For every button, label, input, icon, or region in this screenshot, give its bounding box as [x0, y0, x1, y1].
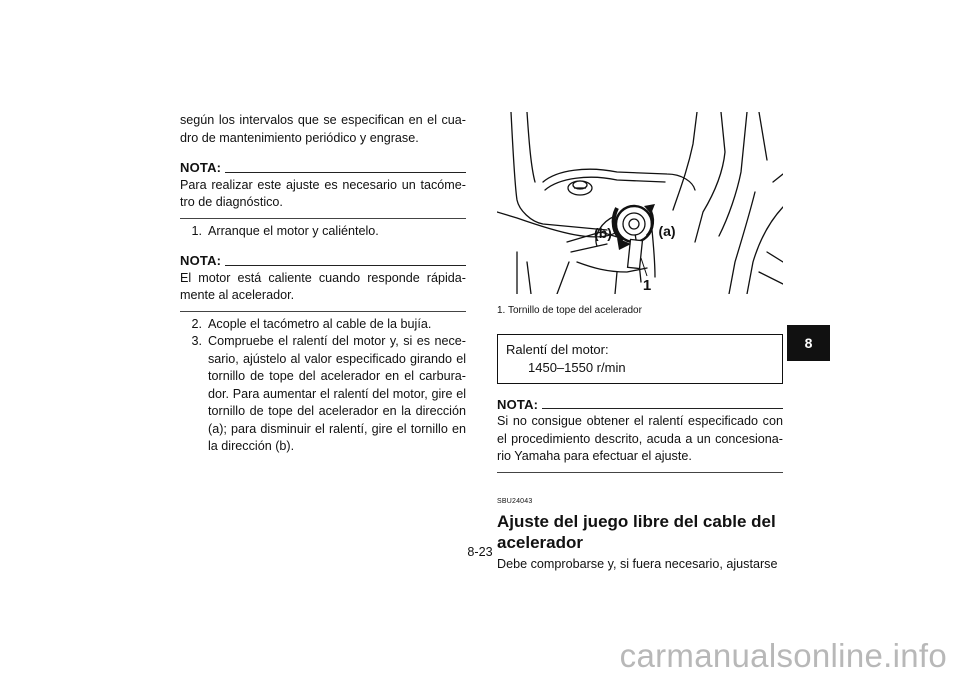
direction-a-label: (a)	[658, 223, 676, 239]
illustration-drawing	[497, 112, 783, 294]
nota-heading	[497, 396, 783, 414]
step-number: 2.	[191, 316, 202, 331]
nota-heading	[180, 252, 466, 270]
nota-text: Si no consigue obtener el ralentí especificado con el procedimiento descrito, acuda a un concesiona- rio Yamaha para efectuar el ajuste.	[497, 414, 783, 463]
nota-rule	[225, 172, 466, 173]
nota-label: NOTA:	[180, 160, 222, 175]
nota-end-rule	[180, 218, 466, 219]
step-text: Compruebe el ralentí del motor y, si es nece- sario, ajústelo al valor especificado girando el tornillo de tope del acelerador en el carbura- dor. Para aumentar el ralentí del motor, gire el tornillo de tope del acelerador en la dirección (a); para disminuir el ralentí, gire el tornillo en la dirección (b).	[208, 334, 466, 453]
page-number: 8-23	[467, 545, 493, 559]
step-number: 1.	[191, 223, 202, 238]
steps-list-2	[180, 316, 466, 456]
figure-caption: 1. Tornillo de tope del acelerador	[497, 305, 642, 316]
list-item	[180, 223, 466, 241]
section-paragraph: Debe comprobarse y, si fuera necesario, ajustarse	[497, 557, 778, 571]
nota-end-rule	[497, 472, 783, 473]
spec-label: Ralentí del motor:	[506, 341, 609, 357]
intro-paragraph: según los intervalos que se especifican en el cua- dro de mantenimiento periódico y engrase.	[180, 113, 466, 145]
left-column	[180, 112, 466, 456]
right-column	[497, 112, 783, 574]
list-item	[180, 333, 466, 456]
nota-label: NOTA:	[180, 253, 222, 268]
step-text: Arranque el motor y caliéntelo.	[208, 223, 379, 238]
nota-text: El motor está caliente cuando responde rápida- mente al acelerador.	[180, 270, 466, 302]
step-text: Acople el tacómetro al cable de la bujía.	[208, 316, 432, 331]
callout-1-label: 1	[642, 277, 652, 294]
section-code: SBU24043	[497, 497, 533, 505]
spec-value: 1450–1550 r/min	[528, 359, 626, 375]
nota-text: Para realizar este ajuste es necesario un tacóme- tro de diagnóstico.	[180, 177, 466, 209]
nota-heading	[180, 159, 466, 177]
nota-rule	[225, 265, 466, 266]
nota-end-rule	[180, 311, 466, 312]
direction-b-label: (b)	[594, 225, 612, 241]
watermark: carmanualsonline.info	[619, 637, 947, 674]
nota-rule	[542, 408, 783, 409]
list-item	[180, 316, 466, 334]
step-number: 3.	[191, 334, 202, 348]
chapter-tab: 8	[787, 325, 830, 361]
nota-label: NOTA:	[497, 396, 539, 412]
steps-list-1	[180, 223, 466, 241]
section-title: Ajuste del juego libre del cable del acelerador	[497, 512, 776, 552]
spec-box	[497, 334, 783, 384]
throttle-stop-screw-illustration	[497, 112, 783, 294]
